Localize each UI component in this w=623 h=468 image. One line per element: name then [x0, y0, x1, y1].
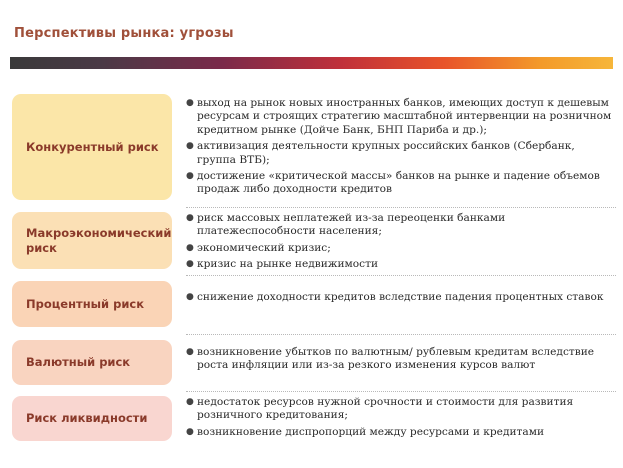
risk-label-box — [12, 94, 172, 200]
risk-item-list — [186, 212, 616, 275]
list-item: ● достижение «критической массы» банков на рынке и падение объемов продаж либо доходности кредитов — [186, 170, 600, 196]
row-divider — [186, 207, 616, 208]
list-item: ● экономический кризис; — [186, 241, 331, 254]
bullet-icon: ● — [186, 426, 194, 437]
risk-label: Конкурентный риск — [26, 139, 159, 154]
list-item: ● недостаток ресурсов нужной срочности и стоимости для развития розничного кредитования; — [186, 396, 574, 422]
risk-item-list — [186, 291, 616, 307]
risk-item-list — [186, 396, 616, 442]
page-title: Перспективы рынка: угрозы — [14, 26, 234, 41]
risk-item-list — [186, 97, 616, 200]
row-divider — [186, 391, 616, 392]
list-item: ● возникновение убытков по валютным/ рублевым кредитам вследствие роста инфляции или из-за резкого изменения курсов валют — [186, 346, 595, 372]
bullet-icon: ● — [186, 213, 194, 223]
row-divider — [186, 334, 616, 335]
list-item: ● возникновение диспропорций между ресурсами и кредитами — [186, 425, 545, 438]
bullet-icon: ● — [186, 397, 194, 407]
list-item: ● кризис на рынке недвижимости — [186, 258, 379, 271]
risk-label: Валютный риск — [26, 355, 131, 369]
list-item: ● снижение доходности кредитов вследствие падения процентных ставок — [186, 291, 604, 303]
bullet-icon: ● — [186, 98, 194, 108]
risk-label-box — [12, 281, 172, 327]
bullet-icon: ● — [186, 347, 194, 357]
risk-label: Риск ликвидности — [26, 411, 148, 425]
risk-label-box — [12, 396, 172, 441]
list-item: ● активизация деятельности крупных российских банков (Сбербанк, группа ВТБ); — [186, 140, 575, 166]
risk-item-list — [186, 346, 616, 376]
bullet-icon: ● — [186, 171, 194, 182]
bullet-icon: ● — [186, 141, 194, 152]
bullet-icon: ● — [186, 242, 194, 253]
list-item: ● выход на рынок новых иностранных банков, имеющих доступ к дешевым ресурсам и строящих стратегию масштабной интервенции на розничном кредитном рынке (Дойче Банк, БНП Париба и др.); — [186, 97, 612, 136]
bullet-icon: ● — [186, 292, 194, 302]
list-item: ● риск массовых неплатежей из-за переоценки банками платежеспособности населения; — [186, 212, 506, 238]
gradient-divider-bar — [10, 57, 613, 69]
risk-label: Макроэкономический риск — [26, 225, 172, 255]
bullet-icon: ● — [186, 259, 194, 270]
risk-label-box — [12, 340, 172, 385]
row-divider — [186, 275, 616, 276]
risk-label: Процентный риск — [26, 296, 145, 311]
risk-label-box — [12, 212, 172, 269]
